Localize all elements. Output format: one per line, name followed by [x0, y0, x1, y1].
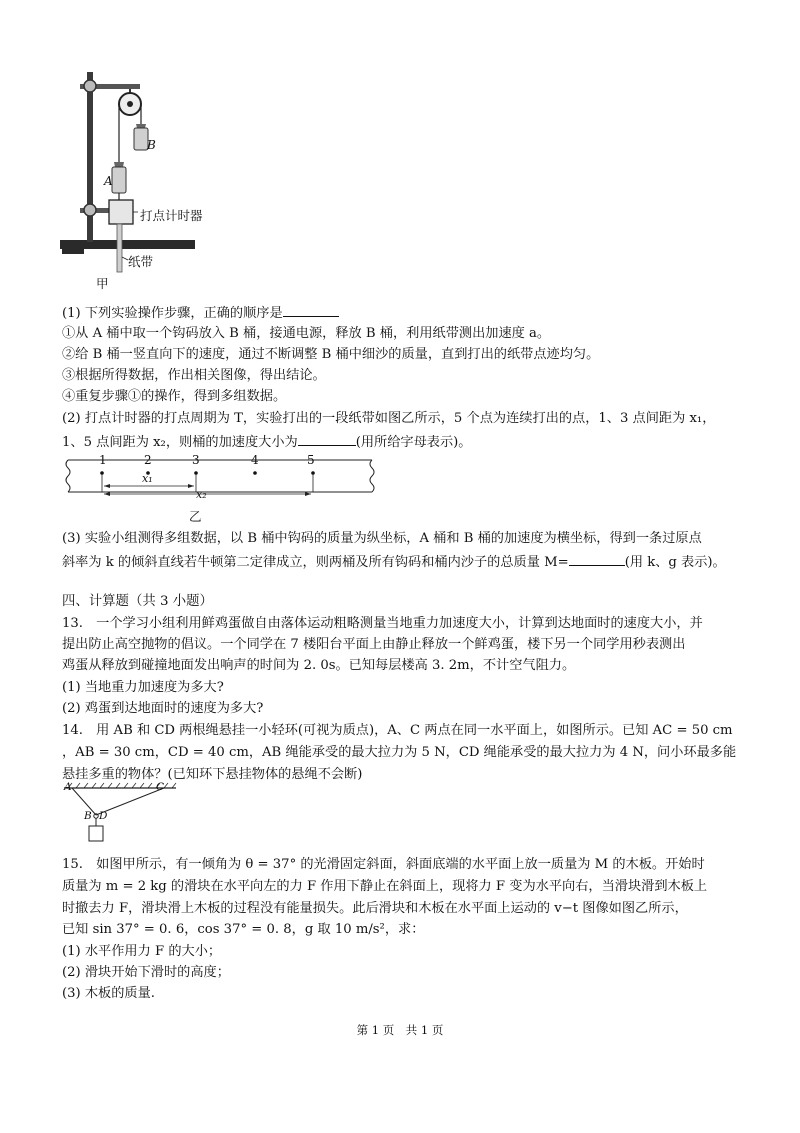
q14-label-b: B: [84, 810, 92, 822]
tape-point-2: 2: [144, 453, 152, 467]
q15-line1: 15. 如图甲所示，有一倾角为 θ = 37° 的光滑固定斜面，斜面底端的水平面上放一质量为 M 的木板。开始时: [62, 857, 705, 872]
q14-figure: [60, 782, 190, 846]
figure-yi-caption: 乙: [189, 509, 202, 524]
q14-label-d: D: [99, 810, 108, 822]
bucket-a-label: A: [104, 174, 113, 188]
tape-point-4: 4: [251, 453, 259, 467]
q15-line2: 质量为 m = 2 kg 的滑块在水平向左的力 F 作用下静止在斜面上，现将力 F 变为水平向右，当滑块滑到木板上: [62, 879, 708, 894]
tape-point-3: 3: [192, 453, 200, 467]
figure-jia-apparatus: [50, 62, 270, 292]
bucket-b-label: B: [147, 138, 156, 152]
figure-yi-tape: [60, 448, 380, 524]
q12-part3-line2: 斜率为 k 的倾斜直线若牛顿第二定律成立，则两桶及所有钩码和桶内沙子的总质量 M= (用 k、g 表示)。: [62, 551, 726, 572]
tape-point-1: 1: [99, 453, 107, 467]
q12-step3: ③根据所得数据，作出相关图像，得出结论。: [62, 368, 326, 383]
q15-line3: 时撤去力 F，滑块滑上木板的过程没有能量损失。此后滑块和木板在水平面上运动的 v−t 图像如图乙所示，: [62, 901, 688, 916]
q12-part2-line1: (2) 打点计时器的打点周期为 T，实验打出的一段纸带如图乙所示，5 个点为连续打出的点，1、3 点间距为 x₁，: [62, 411, 716, 426]
answer-blank-mass[interactable]: [569, 551, 625, 566]
q15-sub3: (3) 木板的质量.: [62, 986, 156, 1001]
page-footer: 第 1 页 共 1 页: [356, 1023, 444, 1037]
q13-line2: 提出防止高空抛物的倡议。一个同学在 7 楼阳台平面上由静止释放一个鲜鸡蛋，楼下另一个同学用秒表测出: [62, 637, 686, 652]
q12-step1: ①从 A 桶中取一个钩码放入 B 桶，接通电源，释放 B 桶，利用纸带测出加速度 a。: [62, 326, 551, 341]
q12-part2-line2: 1、5 点间距为 x₂，则桶的加速度大小为 (用所给字母表示)。: [62, 431, 472, 452]
answer-blank-acceleration[interactable]: [298, 431, 356, 446]
figure-jia-caption: 甲: [96, 276, 109, 291]
tape-label: 纸带: [128, 254, 154, 269]
q14-label-a: A: [64, 781, 72, 793]
q15-line4: 已知 sin 37° = 0. 6，cos 37° = 0. 8，g 取 10 m/s²，求：: [62, 922, 425, 937]
q12-part3-line1: (3) 实验小组测得多组数据，以 B 桶中钩码的质量为纵坐标，A 桶和 B 桶的加速度为横坐标，得到一条过原点: [62, 531, 702, 546]
q12-step4: ④重复步骤①的操作，得到多组数据。: [62, 389, 287, 404]
q12-part1-question: (1) 下列实验操作步骤，正确的顺序是: [62, 302, 339, 323]
tape-dot-4: [253, 471, 257, 475]
tape-x1-label: x₁: [142, 472, 153, 485]
q15-sub1: (1) 水平作用力 F 的大小；: [62, 944, 222, 959]
timer-label: 打点计时器: [140, 208, 203, 223]
q12-step2: ②给 B 桶一竖直向下的速度，通过不断调整 B 桶中细沙的质量，直到打出的纸带点迹均匀。: [62, 347, 600, 362]
q13-line1: 13. 一个学习小组利用鲜鸡蛋做自由落体运动粗略测量当地重力加速度大小，计算到达地面时的速度大小，并: [62, 616, 703, 631]
q14-label-c: C: [156, 781, 165, 793]
section-4-heading: 四、计算题（共 3 小题）: [62, 594, 213, 609]
q13-sub1: (1) 当地重力加速度为多大?: [62, 680, 224, 695]
tape-x2-label: x₂: [196, 488, 207, 501]
tape-point-5: 5: [307, 453, 315, 467]
q14-line2: ，AB = 30 cm，CD = 40 cm，AB 绳能承受的最大拉力为 5 N，CD 绳能承受的最大拉力为 4 N，问小环最多能: [62, 745, 737, 760]
q14-line3: 悬挂多重的物体？(已知环下悬挂物体的悬绳不会断): [62, 767, 363, 782]
answer-blank-order[interactable]: [283, 302, 339, 317]
q13-sub2: (2) 鸡蛋到达地面时的速度为多大?: [62, 701, 264, 716]
q13-line3: 鸡蛋从释放到碰撞地面发出响声的时间为 2. 0s。已知每层楼高 3. 2m，不计空气阻力。: [62, 658, 576, 673]
q15-sub2: (2) 滑块开始下滑时的高度；: [62, 965, 230, 980]
q14-line1: 14. 用 AB 和 CD 两根绳悬挂一小轻环(可视为质点)，A、C 两点在同一水平面上，如图所示。已知 AC = 50 cm: [62, 723, 733, 738]
